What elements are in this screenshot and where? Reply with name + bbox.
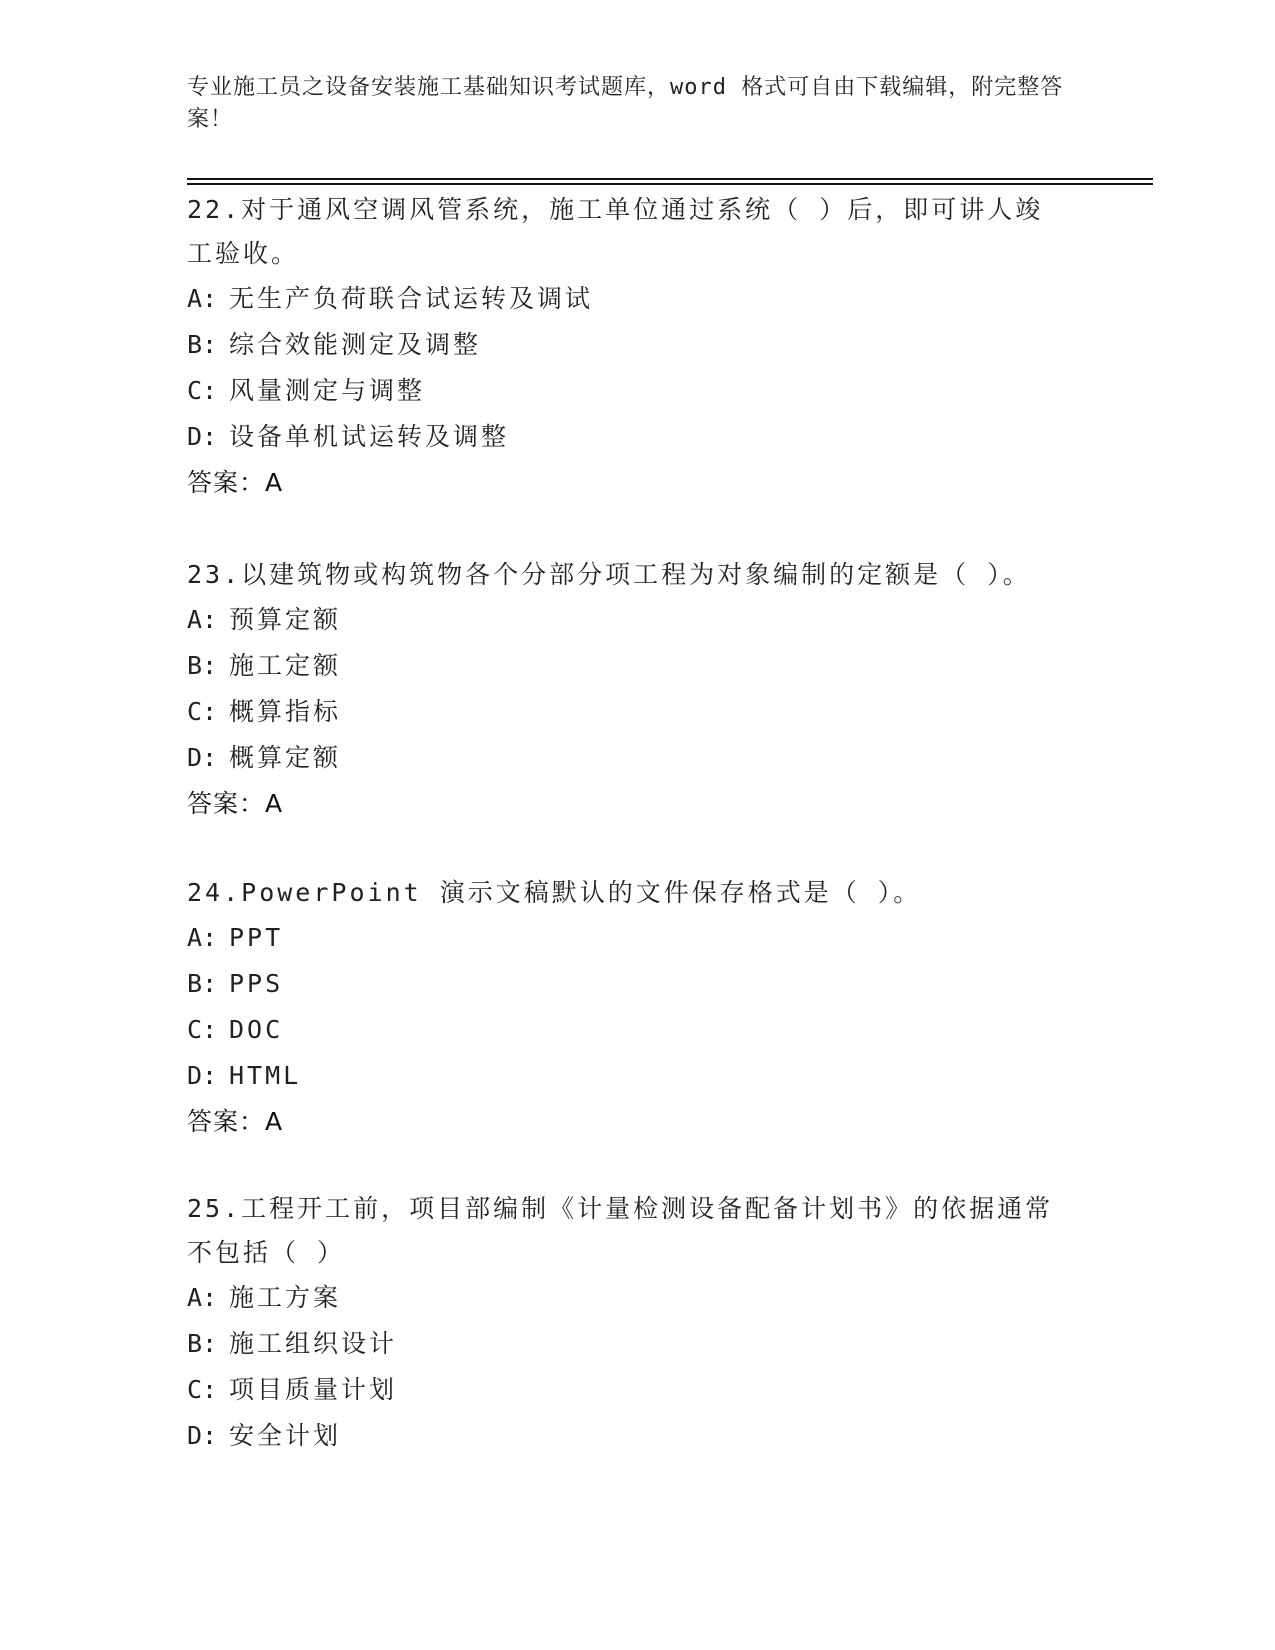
option-text: PPT xyxy=(229,923,284,952)
option-letter: A: xyxy=(187,284,218,313)
header-divider-bottom xyxy=(187,183,1153,185)
option-text: 施工组织设计 xyxy=(229,1329,398,1358)
option-text: 无生产负荷联合试运转及调试 xyxy=(229,284,594,313)
question-23 xyxy=(187,553,1067,827)
option-text: 预算定额 xyxy=(229,605,342,634)
option-d xyxy=(187,1413,1067,1459)
answer-label: 答案：A xyxy=(187,789,284,818)
question-stem: 24.PowerPoint 演示文稿默认的文件保存格式是（ ）。 xyxy=(187,878,922,907)
option-text: HTML xyxy=(229,1061,302,1090)
option-text: 安全计划 xyxy=(229,1421,342,1450)
option-letter: C: xyxy=(187,376,218,405)
option-c xyxy=(187,1367,1067,1413)
answer-label: 答案：A xyxy=(187,468,284,497)
question-24 xyxy=(187,871,1067,1145)
option-letter: D: xyxy=(187,422,218,451)
option-b xyxy=(187,322,1067,368)
option-letter: C: xyxy=(187,697,218,726)
option-letter: C: xyxy=(187,1015,218,1044)
option-a xyxy=(187,276,1067,322)
option-text: 设备单机试运转及调整 xyxy=(229,422,510,451)
option-d xyxy=(187,1053,1067,1099)
option-text: 风量测定与调整 xyxy=(229,376,426,405)
option-a xyxy=(187,1275,1067,1321)
option-b xyxy=(187,1321,1067,1367)
option-letter: B: xyxy=(187,1329,218,1358)
option-text: 概算定额 xyxy=(229,743,342,772)
option-b xyxy=(187,643,1067,689)
option-c xyxy=(187,368,1067,414)
option-d xyxy=(187,414,1067,460)
option-letter: D: xyxy=(187,1061,218,1090)
option-letter: D: xyxy=(187,1421,218,1450)
option-text: 项目质量计划 xyxy=(229,1375,398,1404)
option-letter: B: xyxy=(187,969,218,998)
option-letter: C: xyxy=(187,1375,218,1404)
option-letter: B: xyxy=(187,651,218,680)
option-text: PPS xyxy=(229,969,284,998)
option-text: DOC xyxy=(229,1015,284,1044)
option-text: 施工方案 xyxy=(229,1283,342,1312)
option-letter: A: xyxy=(187,923,218,952)
answer-label: 答案：A xyxy=(187,1107,284,1136)
option-b xyxy=(187,961,1067,1007)
option-text: 概算指标 xyxy=(229,697,342,726)
question-stem: 25.工程开工前，项目部编制《计量检测设备配备计划书》的依据通常不包括（ ） xyxy=(187,1194,1054,1267)
option-letter: D: xyxy=(187,743,218,772)
option-a xyxy=(187,597,1067,643)
option-c xyxy=(187,1007,1067,1053)
option-letter: B: xyxy=(187,330,218,359)
option-text: 施工定额 xyxy=(229,651,342,680)
question-stem: 23.以建筑物或构筑物各个分部分项工程为对象编制的定额是（ ）。 xyxy=(187,560,1031,589)
header-divider-top xyxy=(187,178,1153,180)
question-25 xyxy=(187,1187,1067,1459)
option-letter: A: xyxy=(187,605,218,634)
option-text: 综合效能测定及调整 xyxy=(229,330,482,359)
option-a xyxy=(187,915,1067,961)
question-stem: 22.对于通风空调风管系统，施工单位通过系统（ ）后，即可讲人竣工验收。 xyxy=(187,195,1044,268)
document-header-title: 专业施工员之设备安装施工基础知识考试题库，word 格式可自由下载编辑，附完整答案！ xyxy=(187,75,1064,132)
option-c xyxy=(187,689,1067,735)
option-letter: A: xyxy=(187,1283,218,1312)
question-22 xyxy=(187,188,1067,506)
option-d xyxy=(187,735,1067,781)
